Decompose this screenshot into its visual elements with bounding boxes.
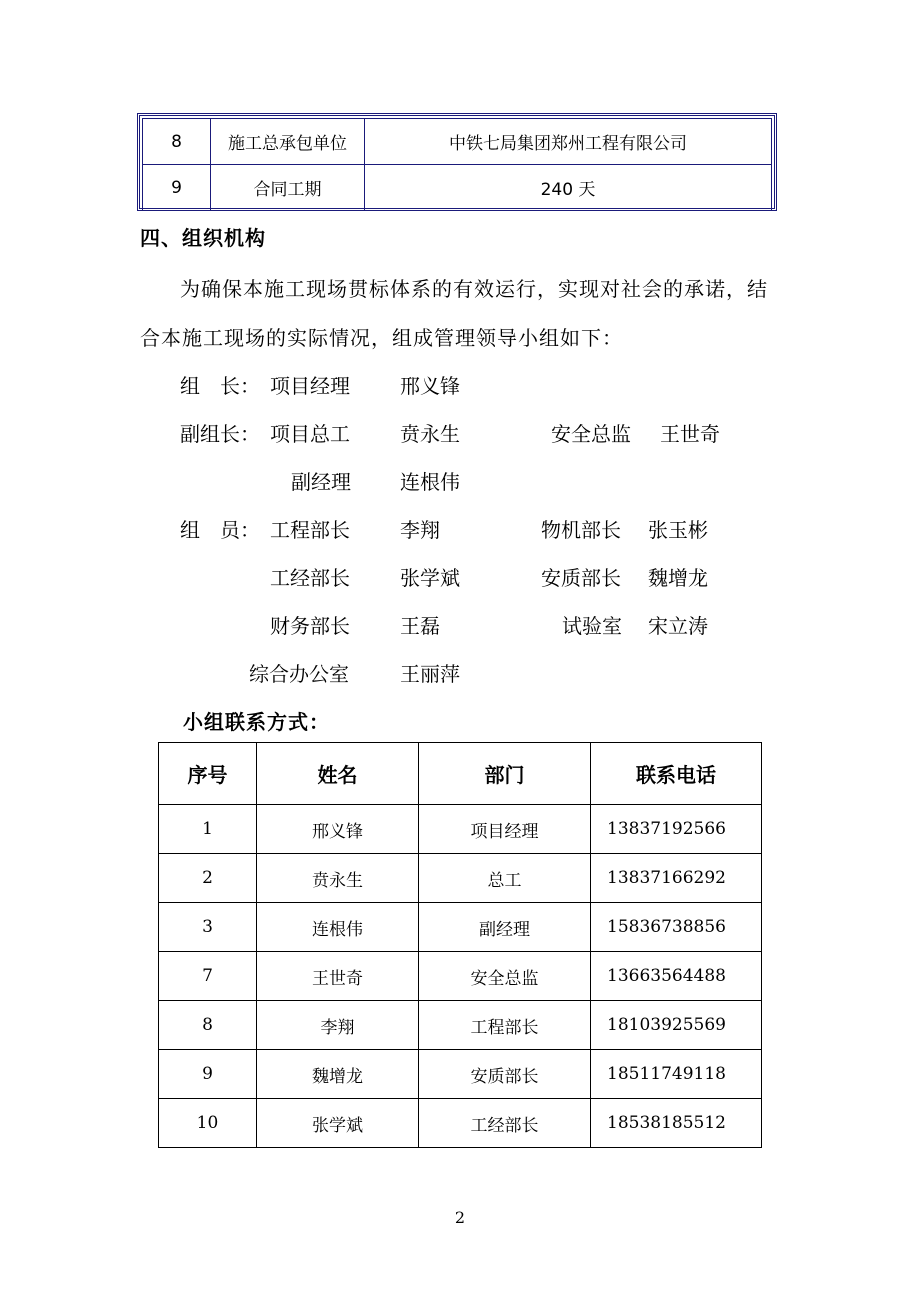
member-name: 王丽萍: [400, 662, 460, 686]
cell-name: 魏增龙: [257, 1050, 419, 1099]
cell-number: 3: [159, 903, 257, 952]
cell-phone: 18103925569: [591, 1001, 762, 1050]
deputy-name-3: 连根伟: [400, 470, 460, 494]
deputy-role-1: 项目总工: [270, 422, 350, 446]
header-phone: 联系电话: [591, 743, 762, 805]
table-row: [159, 952, 762, 1001]
cell-department: 安质部长: [419, 1050, 591, 1099]
header-name: 姓名: [257, 743, 419, 805]
row-value: 240 天: [365, 165, 772, 211]
leader-label: 组 长：: [180, 374, 260, 398]
member-name: 宋立涛: [648, 614, 708, 638]
cell-number: 10: [159, 1099, 257, 1148]
row-item: 合同工期: [211, 165, 365, 211]
cell-name: 王世奇: [257, 952, 419, 1001]
member-role: 安质部长: [541, 566, 621, 590]
cell-department: 总工: [419, 854, 591, 903]
table-row: [159, 1050, 762, 1099]
deputy-name-1: 贲永生: [400, 422, 460, 446]
table-row: [159, 1099, 762, 1148]
member-role: 物机部长: [541, 518, 621, 542]
member-name: 魏增龙: [648, 566, 708, 590]
cell-number: 8: [159, 1001, 257, 1050]
cell-name: 张学斌: [257, 1099, 419, 1148]
row-item: 施工总承包单位: [211, 119, 365, 165]
member-name: 王磊: [400, 614, 440, 638]
project-info-grid: [142, 118, 772, 211]
project-info-table: [137, 113, 777, 211]
cell-number: 7: [159, 952, 257, 1001]
member-role: 试验室: [562, 614, 622, 638]
row-value: 中铁七局集团郑州工程有限公司: [365, 119, 772, 165]
cell-number: 2: [159, 854, 257, 903]
cell-number: 9: [159, 1050, 257, 1099]
table-row: [159, 805, 762, 854]
cell-phone: 18538185512: [591, 1099, 762, 1148]
table-header-row: [159, 743, 762, 805]
leader-role: 项目经理: [270, 374, 350, 398]
header-number: 序号: [159, 743, 257, 805]
cell-name: 李翔: [257, 1001, 419, 1050]
cell-phone: 18511749118: [591, 1050, 762, 1099]
member-label: 组 员：: [180, 518, 260, 542]
table-row: [143, 119, 772, 165]
cell-department: 项目经理: [419, 805, 591, 854]
cell-department: 安全总监: [419, 952, 591, 1001]
cell-phone: 13663564488: [591, 952, 762, 1001]
cell-number: 1: [159, 805, 257, 854]
cell-department: 工程部长: [419, 1001, 591, 1050]
deputy-role-3: 副经理: [291, 470, 351, 494]
cell-department: 副经理: [419, 903, 591, 952]
cell-phone: 15836738856: [591, 903, 762, 952]
cell-phone: 13837166292: [591, 854, 762, 903]
section-heading: 四、组织机构: [140, 226, 266, 250]
member-role: 工程部长: [270, 518, 350, 542]
member-role: 工经部长: [270, 566, 350, 590]
member-name: 张学斌: [400, 566, 460, 590]
cell-name: 连根伟: [257, 903, 419, 952]
member-role: 综合办公室: [249, 662, 349, 686]
page-number: 2: [454, 1208, 466, 1227]
table-row: [159, 854, 762, 903]
cell-department: 工经部长: [419, 1099, 591, 1148]
member-name: 李翔: [400, 518, 440, 542]
leader-name: 邢义锋: [400, 374, 460, 398]
paragraph-line-1: 为确保本施工现场贯标体系的有效运行，实现对社会的承诺，结: [180, 277, 768, 301]
contact-heading: 小组联系方式：: [183, 710, 330, 734]
member-name: 张玉彬: [648, 518, 708, 542]
table-row: [143, 165, 772, 211]
contact-table: [158, 742, 762, 1148]
table-row: [159, 1001, 762, 1050]
deputy-name-2: 王世奇: [660, 422, 720, 446]
cell-name: 贲永生: [257, 854, 419, 903]
row-number: 9: [143, 165, 211, 211]
row-number: 8: [143, 119, 211, 165]
header-department: 部门: [419, 743, 591, 805]
table-row: [159, 903, 762, 952]
member-role: 财务部长: [270, 614, 350, 638]
deputy-role-2: 安全总监: [551, 422, 631, 446]
deputy-label: 副组长：: [180, 422, 260, 446]
cell-name: 邢义锋: [257, 805, 419, 854]
cell-phone: 13837192566: [591, 805, 762, 854]
paragraph-line-2: 合本施工现场的实际情况，组成管理领导小组如下：: [140, 326, 623, 350]
